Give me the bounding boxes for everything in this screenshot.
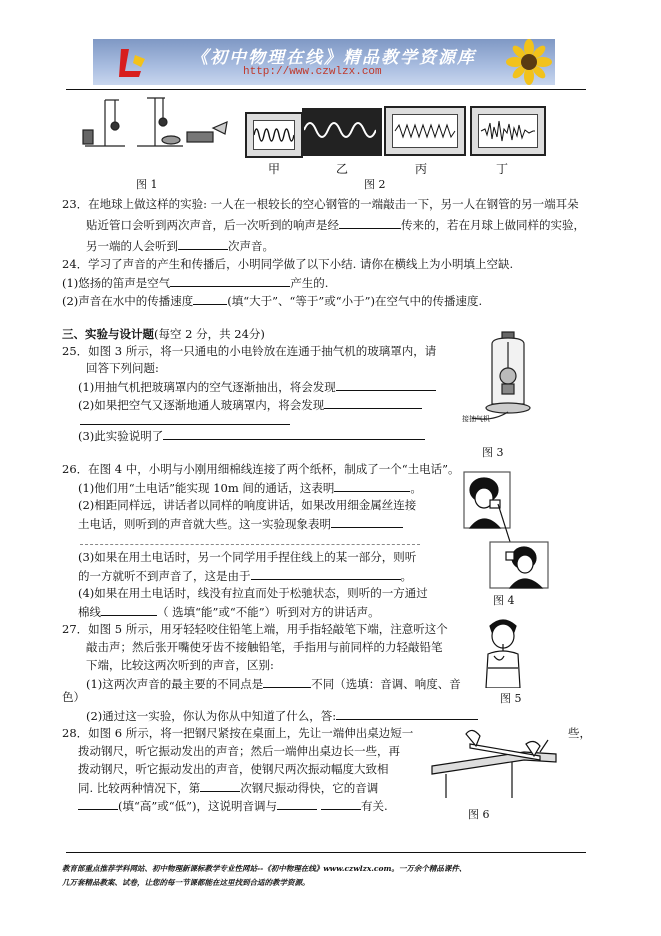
logo-icon <box>115 45 149 79</box>
q26-line4 <box>78 516 403 532</box>
q26-blank-3[interactable] <box>80 544 420 546</box>
q25-line4 <box>78 397 422 413</box>
q28-line4 <box>78 780 378 796</box>
q24-text-b: 产生的. <box>290 276 329 290</box>
q26-text-e: 。 <box>400 569 412 583</box>
section-3-note: (每空 2 分，共 24分) <box>154 327 265 341</box>
q26-line1: 26．在图 4 中，小明与小刚用细棉线连接了两个纸杯，制成了一个“土电话”。 <box>62 462 460 476</box>
figure-5-boy-pencil <box>478 616 528 688</box>
q25-line3 <box>78 379 436 395</box>
q26-text-b: 。 <box>410 481 422 495</box>
q24-line1: 24．学习了声音的产生和传播后，小明同学做了以下小结. 请你在横线上为小明填上空缺. <box>62 257 514 271</box>
q25-blank-1[interactable] <box>336 379 436 391</box>
sunflower-icon <box>503 39 555 85</box>
oscilloscope-bing <box>384 106 466 156</box>
q28-text-a: 同. 比较两种情况下，第 <box>78 781 201 795</box>
q24-line3 <box>62 293 482 309</box>
osc-label-ding: 丁 <box>496 162 509 176</box>
figure-3-bell-jar <box>462 330 532 440</box>
osc-label-yi: 乙 <box>336 162 349 176</box>
q26-line7: (4)如果在用土电话时，线没有拉直而处于松驰状态，则听的一方通过 <box>78 586 428 600</box>
q26-blank-4[interactable] <box>251 568 401 580</box>
q28-text-d: 有关. <box>361 799 388 813</box>
q27-line1: 27．如图 5 所示，用牙轻轻咬住铅笔上端，用手指轻敲笔下端，注意听这个 <box>62 622 448 636</box>
q23-text-c: 另一端的人会听到 <box>86 239 178 253</box>
banner-url[interactable]: http://www.czwlzx.com <box>243 66 382 78</box>
q25-line1: 25．如图 3 所示，将一只通电的小电铃放在连通于抽气机的玻璃罩内，请 <box>62 344 437 358</box>
q27-text-a: (1)这两次声音的最主要的不同点是 <box>86 677 264 691</box>
q26-text-g: （ 选填“能”或“不能”）听到对方的讲话声。 <box>157 605 380 619</box>
q23-blank-1[interactable] <box>339 217 401 229</box>
q26-text-f: 棉线 <box>78 605 101 619</box>
oscilloscope-ding <box>470 106 546 156</box>
q28-blank-3[interactable] <box>277 798 317 810</box>
figure-3-caption: 图 3 <box>482 446 504 459</box>
q25-line2: 回答下列问题: <box>86 361 159 375</box>
section-3-heading <box>62 327 265 342</box>
q28-blank-2[interactable] <box>78 798 118 810</box>
figure-4-string-telephone <box>462 470 552 590</box>
q24-line2 <box>62 275 328 291</box>
q26-text-c: 土电话，则听到的声音就大些。这一实验现象表明 <box>78 517 331 531</box>
q23-line2 <box>86 217 585 233</box>
figure-2-caption: 图 2 <box>364 178 386 191</box>
q27-line2: 敲击声；然后张开嘴使牙齿不接触铅笔，手指用与前同样的力轻敲铅笔 <box>86 640 443 654</box>
figure-1-apparatus <box>75 94 230 152</box>
q28-line1b: 些， <box>568 726 591 740</box>
q26-line5: (3)如果在用土电话时，另一个同学用手捏住线上的某一部分，则听 <box>78 550 417 564</box>
q24-blank-1[interactable] <box>170 275 290 287</box>
q27-line5: 色） <box>62 690 85 704</box>
q28-line5 <box>78 798 388 814</box>
q26-blank-1[interactable] <box>334 480 410 492</box>
q24-text-a: (1)悠扬的笛声是空气 <box>62 276 171 290</box>
q24-text-d: (填“大于”、“等于”或“小于”)在空气中的传播速度. <box>227 294 483 308</box>
q27-text-b: 不同（选填：音调、响度、音 <box>311 677 461 691</box>
q23-line1: 23．在地球上做这样的实验: 一人在一根较长的空心钢管的一端敲击一下，另一人在钢管的另一端耳朵 <box>62 197 579 211</box>
figure-6-ruler-table <box>430 722 558 800</box>
q28-text-c: (填“高”或“低”)，这说明音调与 <box>118 799 277 813</box>
q25-text-b: (2)如果把空气又逐渐地通人玻璃罩内，将会发现 <box>78 398 325 412</box>
q24-blank-2[interactable] <box>193 293 227 305</box>
fig3-pump-label: 接抽气机 <box>462 415 490 423</box>
q25-blank-2[interactable] <box>324 397 422 409</box>
q28-blank-1[interactable] <box>200 780 240 792</box>
q28-line1a: 28．如图 6 所示，将一把钢尺紧按在桌面上，先让一端伸出桌边短一 <box>62 726 414 740</box>
q23-text-a: 贴近管口会听到两次声音，后一次听到的响声是经 <box>86 218 339 232</box>
q28-line2: 拨动钢尺，听它振动发出的声音；然后一端伸出桌边长一些，再 <box>78 744 400 758</box>
q27-line6 <box>86 708 478 724</box>
q27-text-c: (2)通过这一实验，你认为你从中知道了什么，答: <box>86 709 337 723</box>
oscilloscope-yi <box>302 108 382 156</box>
q27-line3: 下端，比较这两次听到的声音，区别: <box>86 658 274 672</box>
q25-blank-3[interactable] <box>80 424 290 425</box>
q25-text-a: (1)用抽气机把玻璃罩内的空气逐渐抽出，将会发现 <box>78 380 336 394</box>
q25-text-c: (3)此实验说明了 <box>78 429 164 443</box>
oscilloscope-jia <box>245 112 303 158</box>
q23-line3 <box>86 238 274 254</box>
q25-line5 <box>78 428 425 444</box>
q26-text-d: 的一方就听不到声音了，这是由于 <box>78 569 251 583</box>
q26-line8 <box>78 604 380 620</box>
q26-line6 <box>78 568 412 584</box>
q27-line4 <box>86 676 461 692</box>
q26-text-a: (1)他们用“土电话”能实现 10m 间的通话，这表明 <box>78 481 335 495</box>
header-rule <box>66 89 586 90</box>
header-banner <box>93 39 555 85</box>
footer-line1: 教育部重点推荐学科网站、初中物理新课标教学专业性网站--《初中物理在线》www.czwlzx.com。一万余个精品课件、 <box>62 864 467 873</box>
q26-blank-5[interactable] <box>101 604 157 616</box>
footer-rule <box>66 852 586 853</box>
osc-label-jia: 甲 <box>268 162 281 176</box>
footer-line2: 几万套精品教案、试卷，让您的每一节课都能在这里找到合适的教学资源。 <box>62 878 310 887</box>
osc-label-bing: 丙 <box>415 162 428 176</box>
q26-line3: (2)相距同样远，讲话者以同样的响度讲话，如果改用细金属丝连接 <box>78 498 417 512</box>
q26-blank-2[interactable] <box>331 516 403 528</box>
figure-1-caption: 图 1 <box>136 178 158 191</box>
q23-text-b: 传来的，若在月球上做同样的实验， <box>401 218 585 232</box>
q28-blank-4[interactable] <box>321 798 361 810</box>
q28-text-b: 次钢尺振动得快，它的音调 <box>240 781 379 795</box>
q23-text-d: 次声音。 <box>228 239 274 253</box>
q24-text-c: (2)声音在水中的传播速度 <box>62 294 194 308</box>
figure-4-caption: 图 4 <box>493 594 515 607</box>
q25-blank-4[interactable] <box>163 428 425 440</box>
q23-blank-2[interactable] <box>178 238 228 250</box>
q27-blank-1[interactable] <box>263 676 311 688</box>
figure-6-caption: 图 6 <box>468 808 490 821</box>
section-3-title: 三、实验与设计题 <box>62 327 154 341</box>
q28-line3: 拨动钢尺，听它振动发出的声音，使钢尺两次振动幅度大致相 <box>78 762 389 776</box>
figure-5-caption: 图 5 <box>500 692 522 705</box>
q26-line2 <box>78 480 422 496</box>
banner-title: 《初中物理在线》精品教学资源库 <box>191 48 476 68</box>
q27-blank-2[interactable] <box>336 708 478 720</box>
